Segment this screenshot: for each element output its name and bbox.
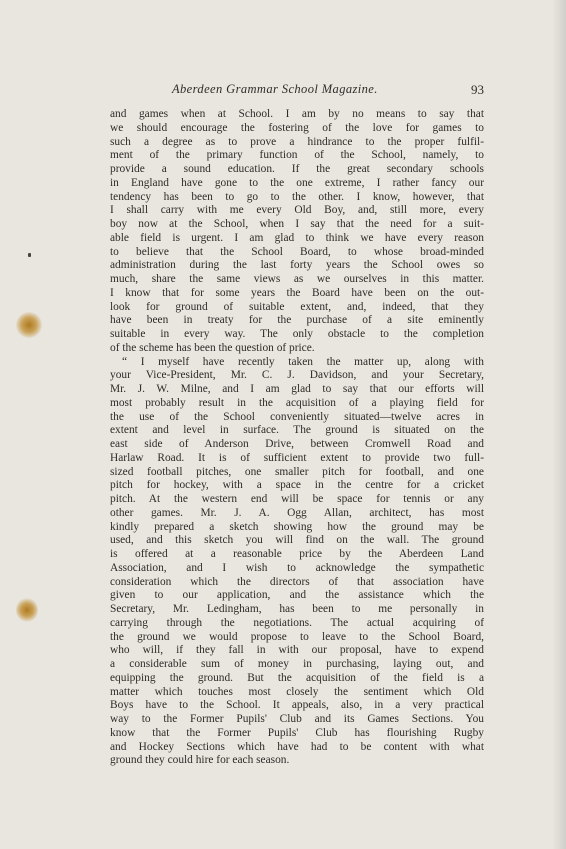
text-line: boy now at the School, when I say that the need for a suit- [110, 218, 484, 230]
text-line: we should encourage the fostering of the love for games to [110, 121, 484, 134]
text-line: the ground we would propose to leave to the School Board, [110, 630, 484, 643]
text-line: Boys have to the School. It appeals, also, in a very practical [110, 699, 484, 712]
text-line: your Vice-President, Mr. C. J. Davidson, and your Secretary, [110, 369, 484, 382]
text-line: of the scheme has been the question of price. [110, 341, 315, 354]
text-line: pitch. At the western end will be space for tennis or any [110, 493, 484, 505]
text-line: pitch for hockey, with a space in the centre for a cricket [110, 479, 484, 492]
text-line: consideration which the directors of that association have [110, 575, 484, 588]
text-line: to believe that the School Board, to whose broad-minded [110, 245, 484, 258]
ink-speck [28, 253, 31, 257]
text-line: look for ground of suitable extent, and, indeed, that they [110, 300, 484, 313]
text-line: able field is urgent. I am glad to think we have every reason [110, 231, 484, 244]
age-spot [16, 312, 42, 338]
text-line: much, share the same views as we ourselves in this matter. [110, 273, 484, 285]
text-line: equipping the ground. But the acquisition of the field is a [110, 671, 484, 684]
text-line: other games. Mr. J. A. Ogg Allan, architect, has most [110, 506, 484, 519]
text-line: and games when at School. I am by no means to say that [110, 108, 484, 120]
text-line: ment of the primary function of the School, namely, to [110, 149, 484, 162]
text-line: provide a sound education. If the great secondary schools [110, 163, 484, 175]
text-line: Harlaw Road. It is of sufficient extent to provide two full- [110, 451, 484, 464]
text-line: Mr. J. W. Milne, and I am glad to say that our efforts will [110, 383, 484, 395]
text-line: such a degree as to prove a hindrance to the proper fulfil- [110, 135, 484, 148]
age-spot [16, 598, 38, 622]
text-line: tendency has been to go to the other. I know, however, that [110, 190, 484, 203]
text-line: extent and level in surface. The ground is situated on the [110, 424, 484, 437]
paragraph [110, 108, 484, 356]
text-line: who will, if they fall in with our proposal, have to expend [110, 644, 484, 657]
text-line: kindly prepared a sketch showing how the ground may be [110, 520, 484, 533]
text-line: and Hockey Sections which have had to be content with what [110, 740, 484, 753]
magazine-title: Aberdeen Grammar School Magazine. [172, 82, 378, 96]
text-line: given to our application, and the assistance which the [110, 589, 484, 602]
text-line: know that the Former Pupils' Club has flourishing Rugby [110, 726, 484, 739]
text-line: east side of Anderson Drive, between Cromwell Road and [110, 438, 484, 450]
text-line: matter which touches most closely the sentiment which Old [110, 685, 484, 698]
text-line: suitable in every way. The only obstacle to the completion [110, 328, 484, 340]
running-header [112, 82, 486, 100]
text-line: “ I myself have recently taken the matter up, along with [122, 355, 484, 368]
paragraph [110, 356, 484, 769]
text-line: in England have gone to the one extreme, I rather fancy our [110, 176, 484, 189]
text-line: carrying through the negotiations. The actual acquiring of [110, 616, 484, 629]
text-line: the use of the School conveniently situated—twelve acres in [110, 410, 484, 423]
text-line: I know that for some years the Board have been on the out- [110, 286, 484, 299]
text-line: most probably result in the acquisition of a playing field for [110, 396, 484, 409]
text-line: administration during the last forty years the School owes so [110, 259, 484, 272]
text-line: have been in treaty for the purchase of a site eminently [110, 314, 484, 327]
text-line: sized football pitches, one smaller pitch for football, and one [110, 465, 484, 478]
page-number: 93 [471, 82, 484, 97]
text-line: ground they could hire for each season. [110, 754, 290, 767]
text-line: I shall carry with me every Old Boy, and, still more, every [110, 204, 484, 217]
text-line: Association, and I wish to acknowledge the sympathetic [110, 561, 484, 574]
article-body [110, 108, 484, 768]
text-line: way to the Former Pupils' Club and its Games Sections. You [110, 713, 484, 725]
text-line: is offered at a reasonable price by the Aberdeen Land [110, 548, 484, 560]
text-line: a considerable sum of money in purchasing, laying out, and [110, 658, 484, 670]
text-line: used, and this sketch you will find on the wall. The ground [110, 534, 484, 547]
text-line: Secretary, Mr. Ledingham, has been to me personally in [110, 603, 484, 615]
